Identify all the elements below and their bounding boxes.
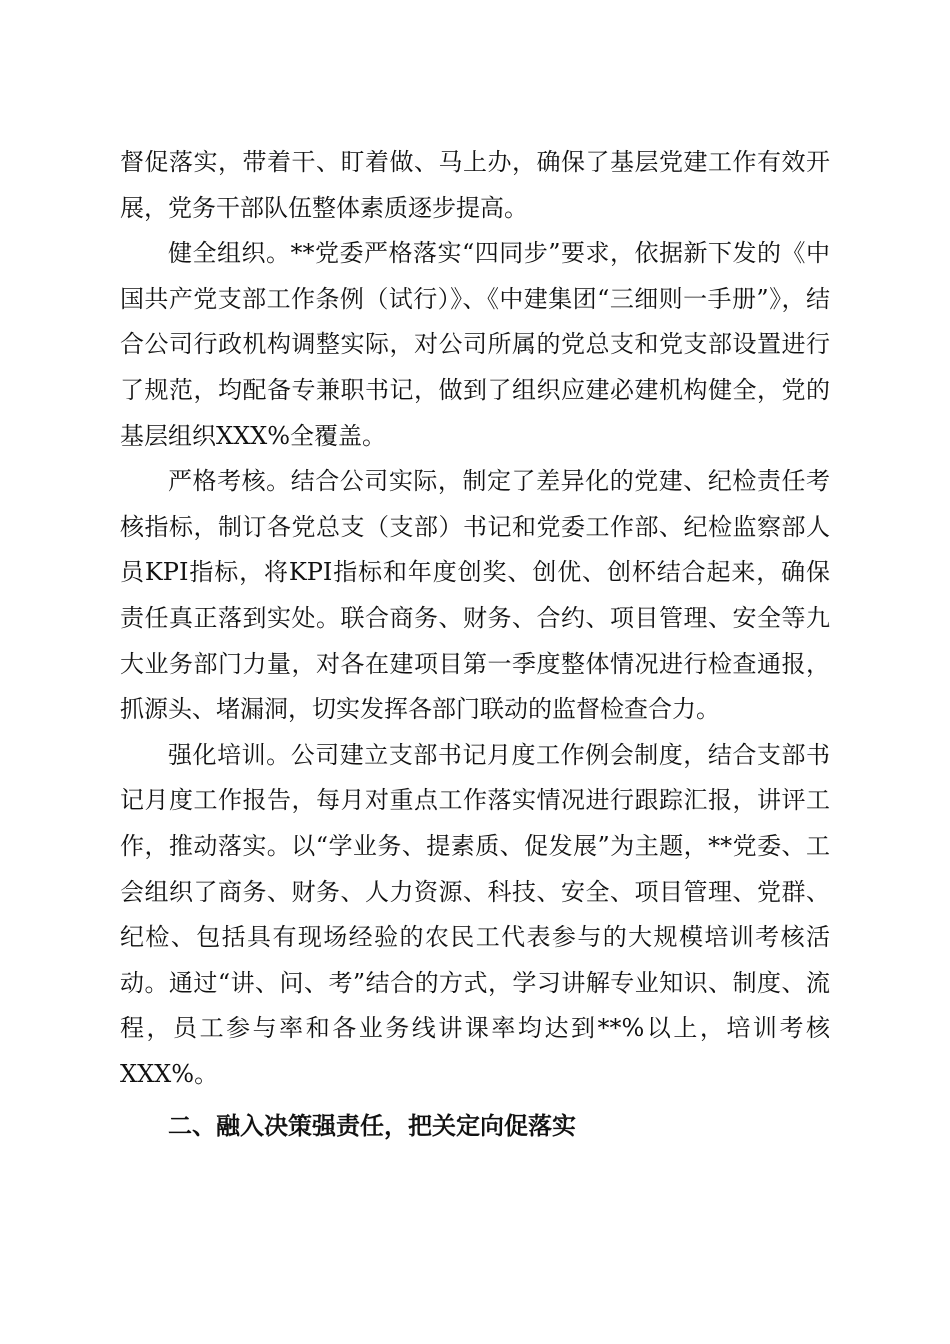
document-body bbox=[120, 140, 830, 1149]
paragraph-organization: 健全组织。**党委严格落实“四同步”要求，依据新下发的《中国共产党支部工作条例（试行）》、《中建集团“三细则一手册”》，结合公司行政机构调整实际，对公司所属的党总支和党支部设置进行了规范，均配备专兼职书记，做到了组织应建必建机构健全，党的基层组织XXX%全覆盖。 bbox=[120, 239, 830, 450]
paragraph-training: 强化培训。公司建立支部书记月度工作例会制度，结合支部书记月度工作报告，每月对重点工作落实情况进行跟踪汇报，讲评工作，推动落实。以“学业务、提素质、促发展”为主题，**党委、工会组织了商务、财务、人力资源、科技、安全、项目管理、党群、纪检、包括具有现场经验的农民工代表参与的大规模培训考核活动。通过“讲、问、考”结合的方式，学习讲解专业知识、制度、流程，员工参与率和各业务线讲课率均达到**%以上，培训考核XXX%。 bbox=[120, 740, 830, 1088]
paragraph-continuation: 督促落实，带着干、盯着做、马上办，确保了基层党建工作有效开展，党务干部队伍整体素质逐步提高。 bbox=[120, 148, 830, 222]
section-heading: 二、融入决策强责任，把关定向促落实 bbox=[168, 1112, 576, 1141]
paragraph-assessment: 严格考核。结合公司实际，制定了差异化的党建、纪检责任考核指标，制订各党总支（支部）书记和党委工作部、纪检监察部人员KPI指标，将KPI指标和年度创奖、创优、创杯结合起来，确保责任真正落到实处。联合商务、财务、合约、项目管理、安全等九大业务部门力量，对各在建项目第一季度整体情况进行检查通报，抓源头、堵漏洞，切实发挥各部门联动的监督检查合力。 bbox=[120, 467, 830, 724]
